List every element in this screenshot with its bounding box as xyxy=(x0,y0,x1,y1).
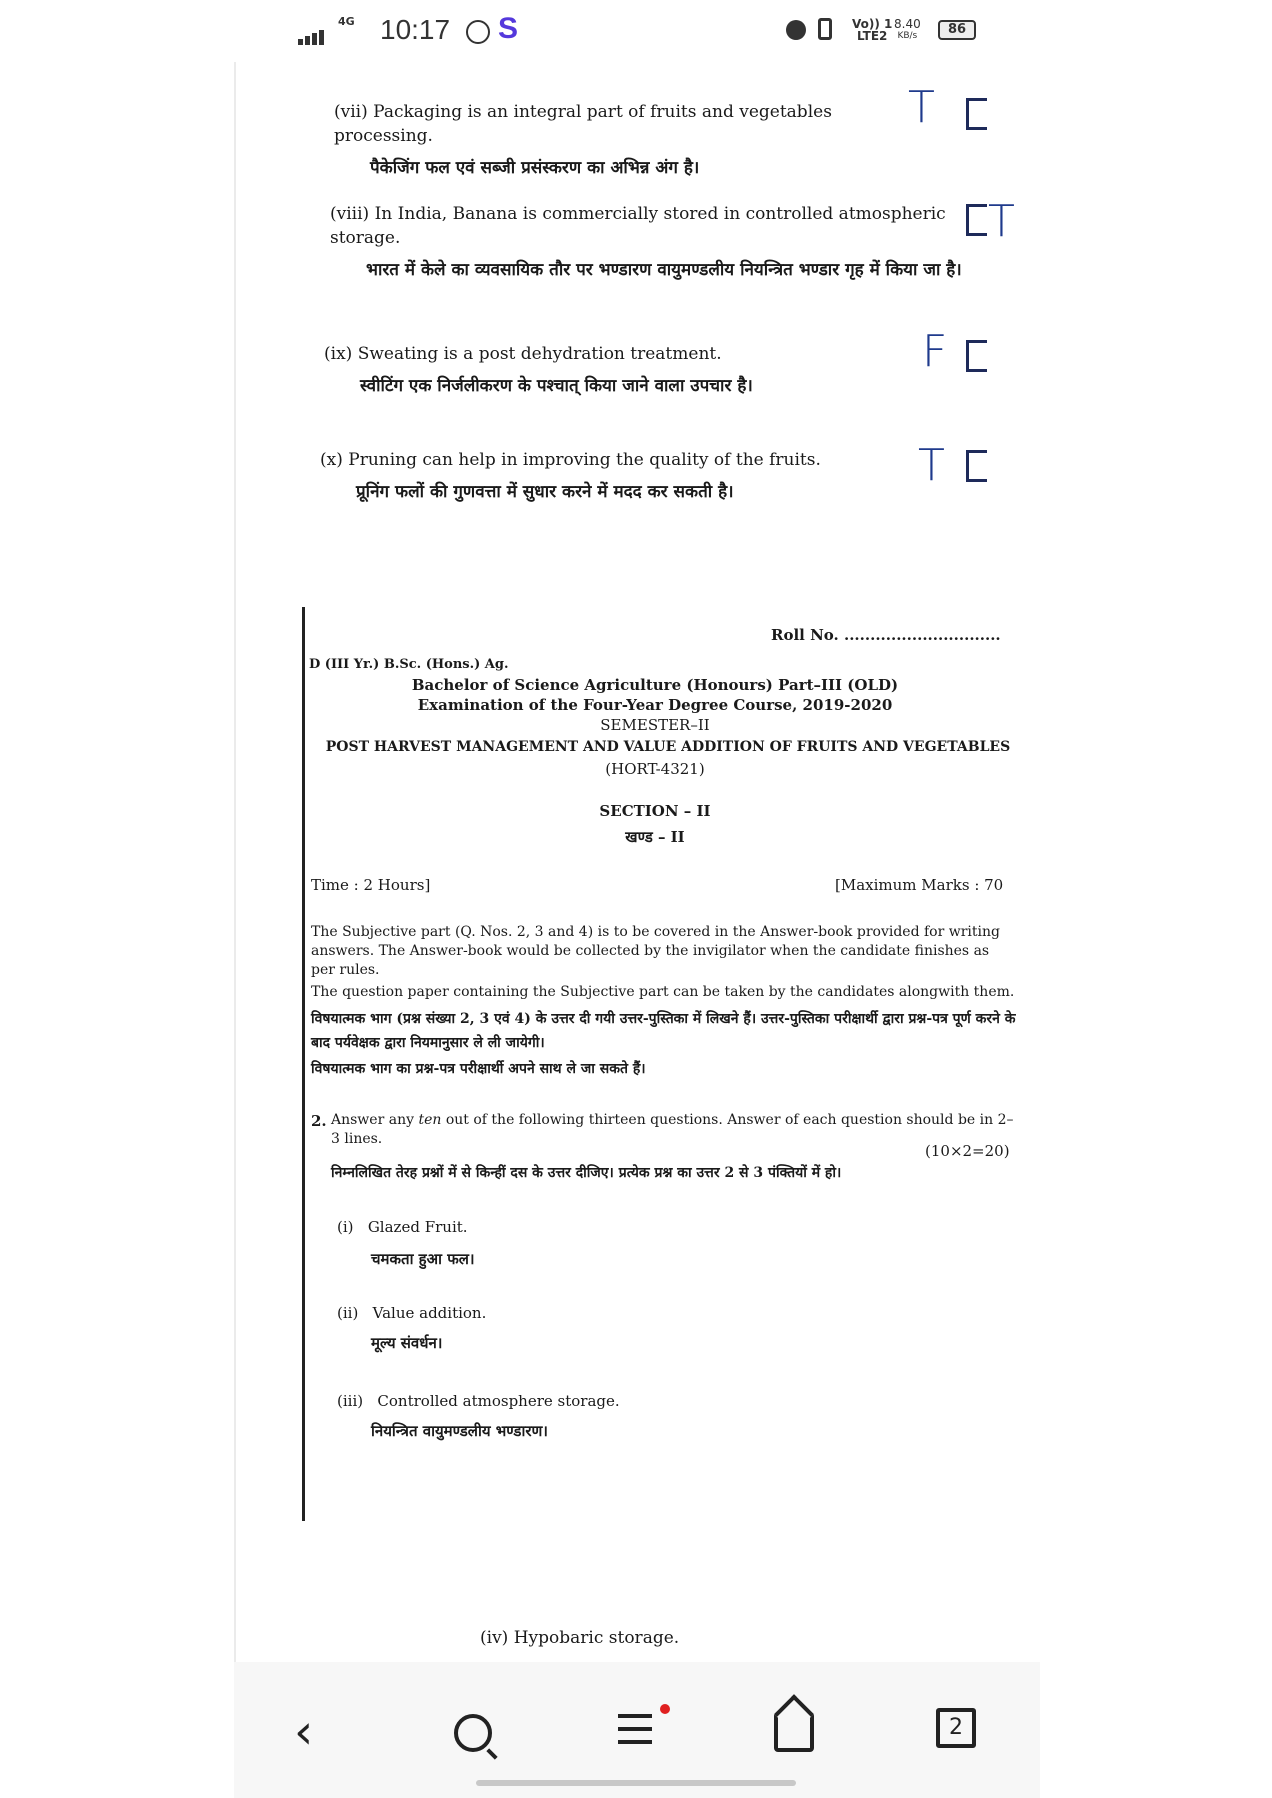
volte-line1: Vo)) 1 xyxy=(852,17,893,31)
question-text-hindi: स्वीटिंग एक निर्जलीकरण के पश्चात् किया जाने वाला उपचार है। xyxy=(360,376,753,396)
instructions-en-2: The question paper containing the Subjective part can be taken by the candidates alongwith them. xyxy=(311,984,1015,1000)
question-text: Pruning can help in improving the quality of the fruits. xyxy=(348,450,821,470)
question-2-text xyxy=(331,1111,1021,1149)
sub-question-iii-hindi: नियन्त्रित वायुमण्डलीय भण्डारण। xyxy=(371,1422,548,1440)
handwritten-answer: F xyxy=(922,326,948,377)
question-2-number: 2. xyxy=(311,1112,327,1130)
sub-question-iii xyxy=(337,1391,620,1411)
handwritten-answer: T xyxy=(918,440,945,491)
home-indicator[interactable] xyxy=(476,1780,796,1786)
clock: 10:17 xyxy=(380,14,451,45)
speed-unit: KB/s xyxy=(897,31,918,41)
instructions-hi-2: विषयात्मक भाग का प्रश्न-पत्र परीक्षार्थी अपने साथ ले जा सकते हैं। xyxy=(311,1061,646,1077)
sub-question-ii-hindi: मूल्य संवर्धन। xyxy=(371,1334,443,1352)
home-icon[interactable] xyxy=(774,1712,814,1752)
section-heading-hindi: खण्ड – II xyxy=(625,828,685,846)
question-number: (vii) xyxy=(334,102,368,122)
sub-question-text: Value addition. xyxy=(372,1304,487,1322)
question-text-hindi: प्रूनिंग फलों की गुणवत्ता में सुधार करने में मदद कर सकती है। xyxy=(356,482,734,502)
app-notification-icon: S xyxy=(498,12,519,45)
question-text-hindi: पैकेजिंग फल एवं सब्जी प्रसंस्करण का अभिन्न अंग है। xyxy=(370,158,700,178)
answer-bracket xyxy=(966,98,987,130)
question-number: (viii) xyxy=(330,204,370,224)
handwritten-answer: T xyxy=(988,196,1015,247)
q2-text-post: out of the following thirteen questions. Answer of each question should be in 2–3 lines. xyxy=(331,1112,1014,1147)
scanned-question-paper xyxy=(302,607,1037,1521)
question-number: (iv) xyxy=(480,1628,509,1648)
signal-icon xyxy=(298,26,326,45)
handwritten-answer: T xyxy=(908,82,935,133)
degree-title: Bachelor of Science Agriculture (Honours) Part–III (OLD) xyxy=(411,676,899,694)
time-allowed: Time : 2 Hours] xyxy=(311,876,431,894)
sub-question-ii xyxy=(337,1303,486,1323)
question-text: Packaging is an integral part of fruits and vegetables processing. xyxy=(334,102,832,146)
battery-icon: 86 xyxy=(938,20,976,40)
question-number: (ix) xyxy=(324,344,353,364)
answer-bracket xyxy=(966,340,987,372)
speed-value: 8.40 xyxy=(894,17,921,31)
question-number: (x) xyxy=(320,450,343,470)
sub-question-i-hindi: चमकता हुआ फल। xyxy=(371,1250,475,1268)
notification-dot xyxy=(660,1704,670,1714)
question-text: In India, Banana is commercially stored in controlled atmospheric storage. xyxy=(330,204,946,248)
maximum-marks: [Maximum Marks : 70 xyxy=(835,876,1004,894)
question-text-hindi: भारत में केले का व्यवसायिक तौर पर भण्डारण वायुमण्डलीय नियन्त्रित भण्डार गृह में किया जा है। xyxy=(366,260,962,280)
network-type: 4G xyxy=(338,15,355,28)
roll-number: Roll No. .............................. xyxy=(771,626,1001,644)
subject-code: (HORT-4321) xyxy=(605,760,705,778)
answer-bracket xyxy=(966,204,987,236)
sub-question-number: (i) xyxy=(337,1218,354,1236)
status-bar xyxy=(0,0,1272,62)
volte-indicator xyxy=(852,18,892,42)
answer-bracket xyxy=(966,450,987,482)
question-x xyxy=(320,448,880,504)
tabs-button[interactable]: 2 xyxy=(936,1708,976,1748)
sub-question-number: (ii) xyxy=(337,1304,359,1322)
question-vii xyxy=(334,100,894,180)
back-icon[interactable]: ‹ xyxy=(294,1704,314,1760)
section-heading: SECTION – II xyxy=(599,802,711,820)
instructions-hi-1: विषयात्मक भाग (प्रश्न संख्या 2, 3 एवं 4) के उत्तर दी गयी उत्तर-पुस्तिका में लिखने हैं। उत्तर-पुस्तिका परीक्षार्थी द्वारा प्रश्न-पत्र पूर्ण करने के बाद पर्यवेक्षक द्वारा नियमानुसार ले ली जायेगी। xyxy=(311,1011,1016,1051)
question-ix xyxy=(324,342,884,398)
question-2-text-hindi: निम्नलिखित तेरह प्रश्नों में से किन्हीं दस के उत्तर दीजिए। प्रत्येक प्रश्न का उत्तर 2 से 3 पंक्तियों में हो। xyxy=(331,1165,842,1181)
alarm-icon xyxy=(786,20,806,40)
whatsapp-icon xyxy=(466,20,490,44)
instructions-en-1: The Subjective part (Q. Nos. 2, 3 and 4) is to be covered in the Answer-book provided for writing answers. The Answer-book would be collected by the invigilator when the candidate finishes as per rules. xyxy=(311,924,1000,978)
semester: SEMESTER–II xyxy=(600,716,710,734)
question-2-marks: (10×2=20) xyxy=(925,1142,1010,1160)
volte-line2: LTE2 xyxy=(856,29,888,43)
search-icon[interactable] xyxy=(454,1714,492,1752)
menu-icon[interactable] xyxy=(618,1714,652,1744)
vibrate-icon xyxy=(818,18,832,40)
q2-text-emphasis: ten xyxy=(418,1112,442,1128)
subject-title: POST HARVEST MANAGEMENT AND VALUE ADDITION OF FRUITS AND VEGETABLES xyxy=(325,739,1011,755)
question-iv xyxy=(480,1626,780,1650)
sub-question-number: (iii) xyxy=(337,1392,364,1410)
question-viii xyxy=(330,202,990,282)
sub-question-i xyxy=(337,1217,468,1237)
question-text: Sweating is a post dehydration treatment. xyxy=(357,344,722,364)
network-speed xyxy=(894,18,921,42)
exam-title: Examination of the Four-Year Degree Course, 2019-2020 xyxy=(417,696,893,714)
bottom-nav-bar xyxy=(234,1662,1040,1798)
sub-question-text: Glazed Fruit. xyxy=(367,1218,468,1236)
sub-question-text: Controlled atmosphere storage. xyxy=(377,1392,620,1410)
question-text: Hypobaric storage. xyxy=(513,1628,680,1648)
q2-text-pre: Answer any xyxy=(331,1112,414,1128)
course-code-line: D (III Yr.) B.Sc. (Hons.) Ag. xyxy=(309,657,509,672)
